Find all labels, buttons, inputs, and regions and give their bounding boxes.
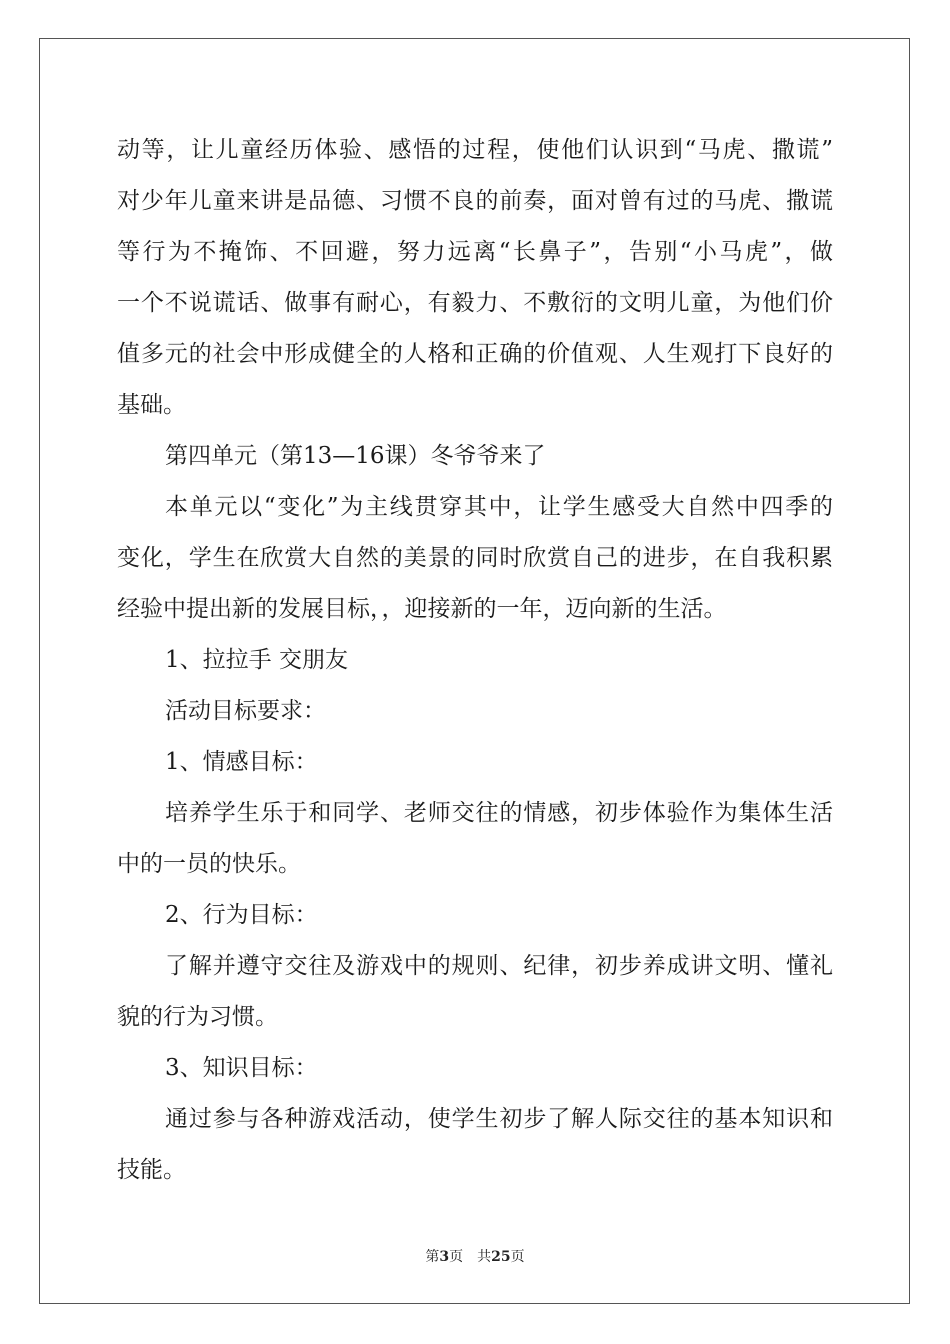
- page-footer: [0, 1247, 950, 1267]
- paragraph-line: 培养学生乐于和同学、老师交往的情感，初步体验作为集体生活: [165, 800, 833, 826]
- paragraph-line: 等行为不掩饰、不回避，努力远离“长鼻子”，告别“小马虎”，做: [117, 239, 833, 265]
- paragraph-line: 通过参与各种游戏活动，使学生初步了解人际交往的基本知识和: [165, 1106, 833, 1132]
- document-body: [117, 125, 833, 1196]
- page-current: 3: [439, 1249, 450, 1265]
- lesson-heading: 1、拉拉手 交朋友: [165, 647, 348, 673]
- subheading: 活动目标要求：: [165, 698, 326, 724]
- total-prefix: 共: [477, 1249, 492, 1265]
- paragraph-line: 对少年儿童来讲是品德、习惯不良的前奏，面对曾有过的马虎、撒谎: [117, 188, 833, 214]
- paragraph-line: 经验中提出新的发展目标，，迎接新的一年，迈向新的生活。: [117, 596, 727, 622]
- page-suffix: 页: [449, 1249, 464, 1265]
- subheading: 3、知识目标：: [165, 1055, 318, 1081]
- paragraph-line: 技能。: [117, 1157, 186, 1183]
- paragraph-line: 中的一员的快乐。: [117, 851, 301, 877]
- subheading: 1、情感目标：: [165, 749, 318, 775]
- section-heading: 第四单元（第13—16课）冬爷爷来了: [165, 443, 546, 469]
- total-suffix: 页: [510, 1249, 525, 1265]
- paragraph-line: 貌的行为习惯。: [117, 1004, 278, 1030]
- paragraph-line: 了解并遵守交往及游戏中的规则、纪律，初步养成讲文明、懂礼: [165, 953, 833, 979]
- paragraph-line: 值多元的社会中形成健全的人格和正确的价值观、人生观打下良好的: [117, 341, 833, 367]
- paragraph-line: 动等，让儿童经历体验、感悟的过程，使他们认识到“马虎、撒谎”: [117, 137, 833, 163]
- paragraph-line: 一个不说谎话、做事有耐心，有毅力、不敷衍的文明儿童，为他们价: [117, 290, 833, 316]
- subheading: 2、行为目标：: [165, 902, 318, 928]
- paragraph-line: 本单元以“变化”为主线贯穿其中，让学生感受大自然中四季的: [165, 494, 833, 520]
- paragraph-line: 变化，学生在欣赏大自然的美景的同时欣赏自己的进步，在自我积累: [117, 545, 833, 571]
- page-total: 25: [491, 1249, 511, 1265]
- paragraph-line: 基础。: [117, 392, 186, 418]
- page-prefix: 第: [425, 1249, 440, 1265]
